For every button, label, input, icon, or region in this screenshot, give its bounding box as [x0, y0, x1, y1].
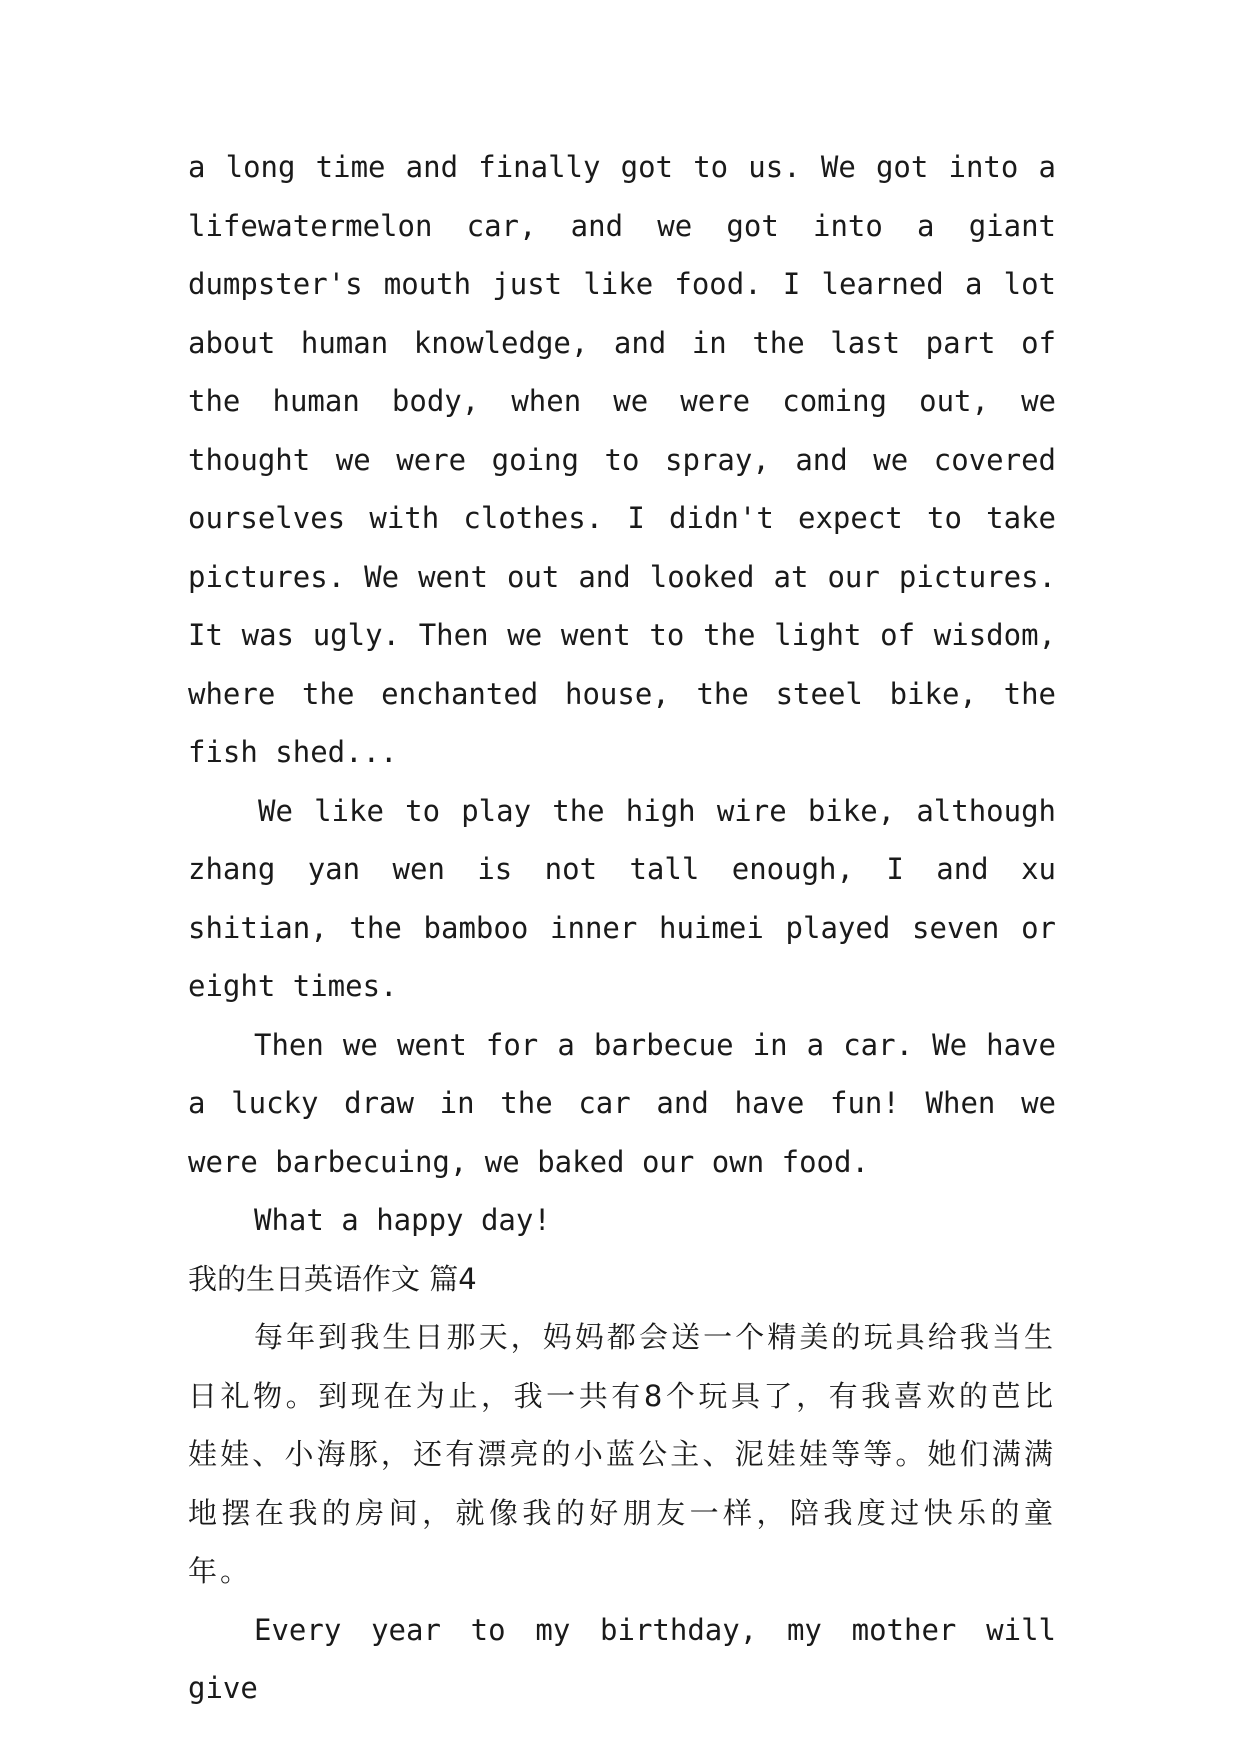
paragraph-barbecue: Then we went for a barbecue in a car. We have a lucky draw in the car and have fun! When we were barbecuing, we baked our own food. — [188, 1027, 1056, 1179]
paragraph-amusement-park: a long time and finally got to us. We got into a lifewatermelon car, and we got into a giant dumpster's mouth just like food. I learned a lot about human knowledge, and in the last part of the human body, when we were coming out, we thought we were going to spray, and we covered ourselves with clothes. I didn't expect to take pictures. We went out and looked at our pictures. It was ugly. Then we went to the light of wisdom, where the enchanted house, the steel bike, the fish shed... — [188, 150, 1056, 769]
section-heading: 我的生日英语作文 篇4 — [188, 1261, 477, 1296]
paragraph-happy-day: What a happy day! — [254, 1203, 551, 1237]
body-text — [188, 138, 1056, 1718]
paragraph-english-birthday: Every year to my birthday, my mother will give — [188, 1612, 1056, 1705]
paragraph-chinese-birthday: 每年到我生日那天，妈妈都会送一个精美的玩具给我当生日礼物。到现在为止，我一共有8个玩具了，有我喜欢的芭比娃娃、小海豚，还有漂亮的小蓝公主、泥娃娃等等。她们满满地摆在我的房间，就像我的好朋友一样，陪我度过快乐的童年。 — [188, 1320, 1056, 1588]
paragraph-high-wire-bike: We like to play the high wire bike, although zhang yan wen is not tall enough, I and xu shitian, the bamboo inner huimei played seven or eight times. — [188, 793, 1056, 1003]
